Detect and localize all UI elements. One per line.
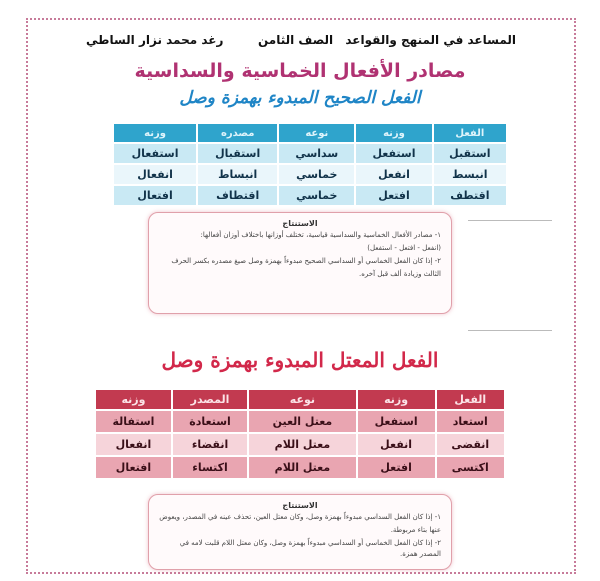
table-row	[96, 434, 504, 455]
table-cell: انفعل	[358, 434, 435, 455]
header-cell: الفعل	[434, 124, 506, 142]
header-cell: مصدره	[198, 124, 277, 142]
conclusion-box-2	[148, 494, 452, 570]
conclusion-title: الاستنتاج	[282, 219, 318, 228]
table-cell: معتل العين	[249, 411, 356, 432]
table-cell: خماسي	[279, 165, 354, 184]
table-cell: اكتسى	[437, 457, 504, 478]
answer-line	[468, 330, 552, 331]
table-header-row	[96, 390, 504, 409]
table-cell: اكتساء	[173, 457, 247, 478]
table-cell: استفعل	[356, 144, 431, 163]
table-cell: افتعل	[358, 457, 435, 478]
table-cell: افتعال	[96, 457, 171, 478]
header-subject: المساعد في المنهج والقواعد	[345, 33, 516, 47]
header-cell: الفعل	[437, 390, 504, 409]
table-row	[96, 457, 504, 478]
section-title-sound-verb: الفعل الصحيح المبدوء بهمزة وصل	[179, 88, 421, 108]
table-cell: استعاد	[437, 411, 504, 432]
header-cell: نوعه	[249, 390, 356, 409]
table-cell: اقتطاف	[198, 186, 277, 205]
header-cell: نوعه	[279, 124, 354, 142]
table-cell: سداسي	[279, 144, 354, 163]
sound-verb-table	[112, 122, 508, 207]
table-cell: استقبال	[198, 144, 277, 163]
header-cell: وزنه	[356, 124, 431, 142]
table-cell: انقضى	[437, 434, 504, 455]
conclusion-line: (انفعل - افتعل - استفعل)	[367, 244, 441, 252]
table-cell: انبسط	[434, 165, 506, 184]
conclusion-line: الثالث وزيادة ألف قبل آخره.	[359, 270, 441, 278]
header-cell: المصدر	[173, 390, 247, 409]
table-row	[114, 144, 506, 163]
table-row	[114, 165, 506, 184]
table-cell: انفعل	[356, 165, 431, 184]
table-cell: استفعل	[358, 411, 435, 432]
table-cell: خماسي	[279, 186, 354, 205]
conclusion-title: الاستنتاج	[282, 501, 318, 510]
table-cell: معتل اللام	[249, 457, 356, 478]
table-cell: افتعال	[114, 186, 196, 205]
table-cell: انقضاء	[173, 434, 247, 455]
conclusion-line: ٢- إذا كان الفعل الخماسي أو السداسي مبدوءاً بهمزة وصل، وكان معتل اللام قلبت لامه في المصدر همزة.	[179, 539, 441, 558]
table-cell: انبساط	[198, 165, 277, 184]
table-cell: استفعال	[114, 144, 196, 163]
table-cell: انفعال	[114, 165, 196, 184]
table-cell: اقتطف	[434, 186, 506, 205]
table-header-row	[114, 124, 506, 142]
header-grade: الصف الثامن	[258, 33, 334, 47]
header-cell: وزنه	[96, 390, 171, 409]
page-title: مصادر الأفعال الخماسية والسداسية	[134, 60, 466, 82]
conclusion-box-1	[148, 212, 452, 314]
conclusion-line: ١- إذا كان الفعل السداسي مبدوءاً بهمزة وصل، وكان معتل العين، تحذف عينه في المصدر، ويعوض	[159, 513, 441, 521]
header-author: رغد محمد نزار الساطي	[86, 33, 224, 47]
table-cell: استعادة	[173, 411, 247, 432]
table-row	[114, 186, 506, 205]
header-cell: وزنه	[114, 124, 196, 142]
table-cell: افتعل	[356, 186, 431, 205]
conclusion-line: عنها بتاء مربوطة.	[390, 526, 441, 534]
table-cell: معتل اللام	[249, 434, 356, 455]
table-cell: انفعال	[96, 434, 171, 455]
weak-verb-table	[94, 388, 506, 480]
table-cell: استقبل	[434, 144, 506, 163]
answer-line	[468, 220, 552, 221]
table-row	[96, 411, 504, 432]
conclusion-line: ١- مصادر الأفعال الخماسية والسداسية قياسية، تختلف أوزانها باختلاف أوزان أفعالها:	[200, 231, 441, 239]
header-cell: وزنه	[358, 390, 435, 409]
conclusion-line: ٢- إذا كان الفعل الخماسي أو السداسي الصحيح مبدوءاً بهمزة وصل صيغ مصدره بكسر الحرف	[171, 257, 441, 265]
table-cell: استفالة	[96, 411, 171, 432]
section-title-weak-verb: الفعل المعتل المبدوء بهمزة وصل	[161, 348, 439, 372]
